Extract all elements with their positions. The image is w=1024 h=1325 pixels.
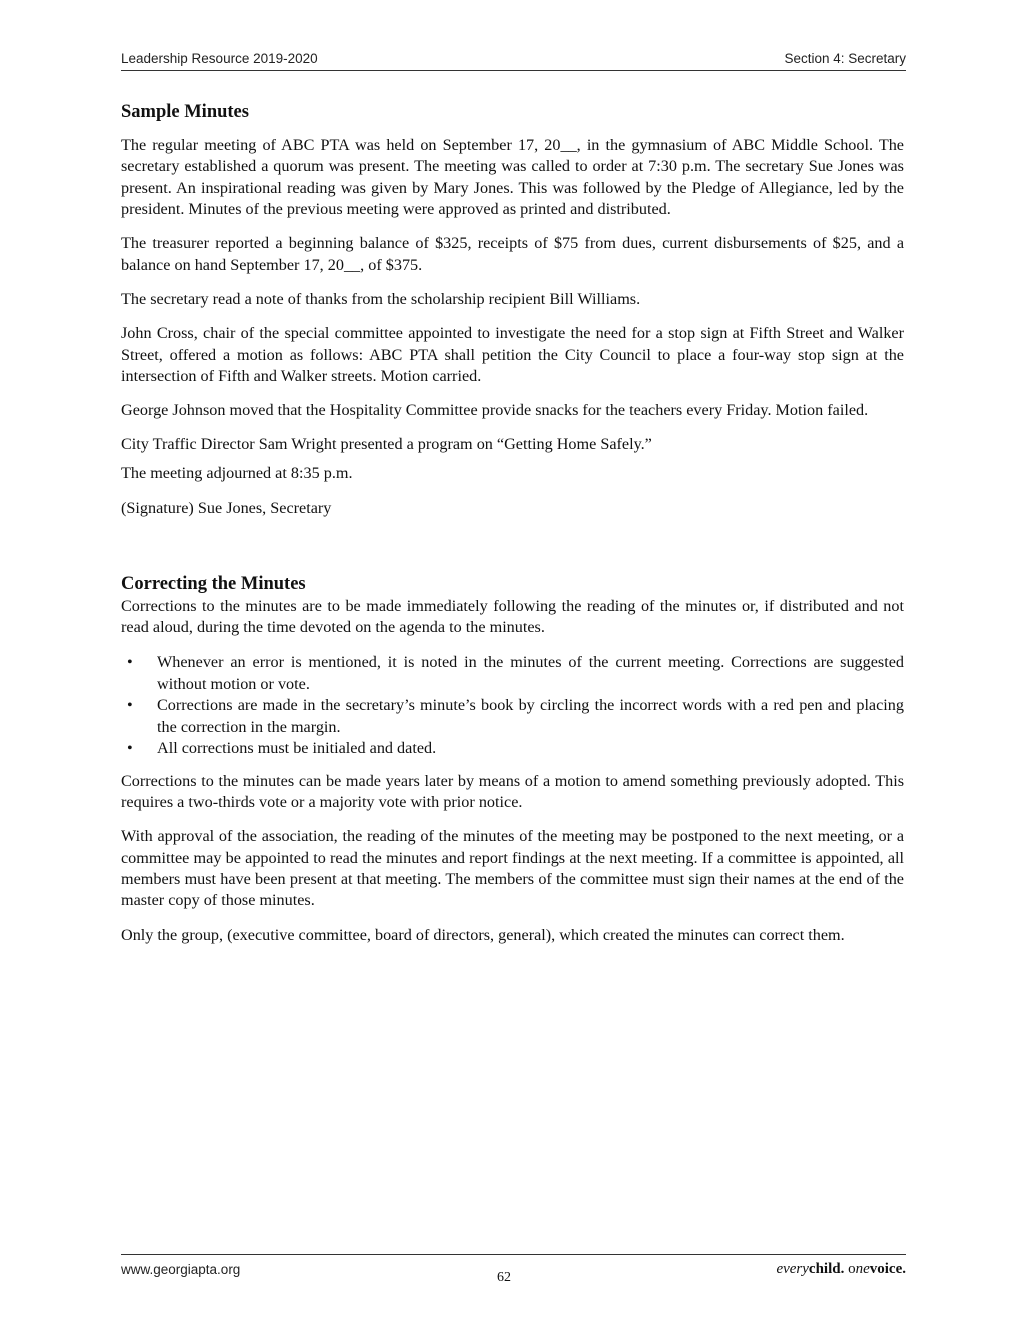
bullet-icon: • (127, 653, 133, 672)
correcting-minutes-heading: Correcting the Minutes (121, 573, 306, 594)
correcting-paragraph-later: Corrections to the minutes can be made years later by means of a motion to amend something previously adopted. This requires a two-thirds vote or a majority vote with prior notice. (121, 771, 904, 811)
correcting-paragraph-group: Only the group, (executive committee, board of directors, general), which created the minutes can correct them. (121, 925, 845, 944)
list-item (121, 695, 904, 738)
sample-signature-line: (Signature) Sue Jones, Secretary (121, 499, 332, 518)
footer-website: www.georgiapta.org (121, 1262, 241, 1277)
sample-paragraph-thanks-note: The secretary read a note of thanks from the scholarship recipient Bill Williams. (121, 290, 641, 309)
slogan-every: every (776, 1261, 809, 1277)
sample-paragraph-motion-snacks: George Johnson moved that the Hospitality Committee provide snacks for the teachers every Friday. Motion failed. (121, 401, 869, 420)
list-item-text: All corrections must be initialed and dated. (157, 739, 437, 758)
list-item-text: Whenever an error is mentioned, it is noted in the minutes of the current meeting. Corrections are suggested without motion or vote. (157, 653, 904, 693)
header-section-title: Section 4: Secretary (784, 51, 906, 66)
sample-paragraph-adjourned: The meeting adjourned at 8:35 p.m. (121, 463, 353, 482)
sample-paragraph-treasurer: The treasurer reported a beginning balance of $325, receipts of $75 from dues, current disbursements of $25, and a balance on hand September 17, 20__, of $375. (121, 234, 904, 274)
header-document-title: Leadership Resource 2019-2020 (121, 51, 318, 66)
sample-minutes-heading: Sample Minutes (121, 102, 249, 122)
slogan-child: child. (808, 1261, 845, 1277)
sample-paragraph-program: City Traffic Director Sam Wright presented a program on “Getting Home Safely.” (121, 435, 652, 454)
page-number: 62 (497, 1270, 511, 1285)
list-item (121, 738, 904, 759)
page-content (121, 100, 904, 959)
list-item (121, 652, 904, 695)
slogan-voice: voice. (869, 1261, 906, 1277)
bullet-icon: • (127, 696, 133, 715)
corrections-bullet-list (121, 652, 904, 759)
slogan-ne: ne (855, 1261, 870, 1277)
bullet-icon: • (127, 739, 133, 758)
sample-paragraph-motion-stop-sign: John Cross, chair of the special committee appointed to investigate the need for a stop sign at Fifth Street and Walker Street, offered a motion as follows: ABC PTA shall petition the City Council to place a four-way stop sign at the intersection of Fifth and Walker streets. Motion carried. (121, 324, 904, 386)
correcting-intro-paragraph: Corrections to the minutes are to be made immediately following the reading of the minutes or, if distributed and not read aloud, during the time devoted on the agenda to the minutes. (121, 596, 904, 637)
page-footer (121, 1254, 906, 1295)
page-header (121, 50, 906, 71)
slogan-o: o (848, 1261, 856, 1277)
list-item-text: Corrections are made in the secretary’s minute’s book by circling the incorrect words with a red pen and placing the correction in the margin. (157, 696, 904, 736)
correcting-paragraph-postpone: With approval of the association, the reading of the minutes of the meeting may be postponed to the next meeting, or a committee may be appointed to read the minutes and report findings at the next meeting. If a committee is appointed, all members must have been present at that meeting. The members of the committee must sign their names at the end of the master copy of those minutes. (121, 827, 904, 910)
footer-slogan (776, 1261, 906, 1278)
sample-paragraph-meeting: The regular meeting of ABC PTA was held on September 17, 20__, in the gymnasium of ABC Middle School. The secretary established a quorum was present. The meeting was called to order at 7:30 p.m. The secretary Sue Jones was present. An inspirational reading was given by Mary Jones. This was followed by the Pledge of Allegiance, led by the president. Minutes of the previous meeting were approved as printed and distributed. (121, 136, 904, 219)
